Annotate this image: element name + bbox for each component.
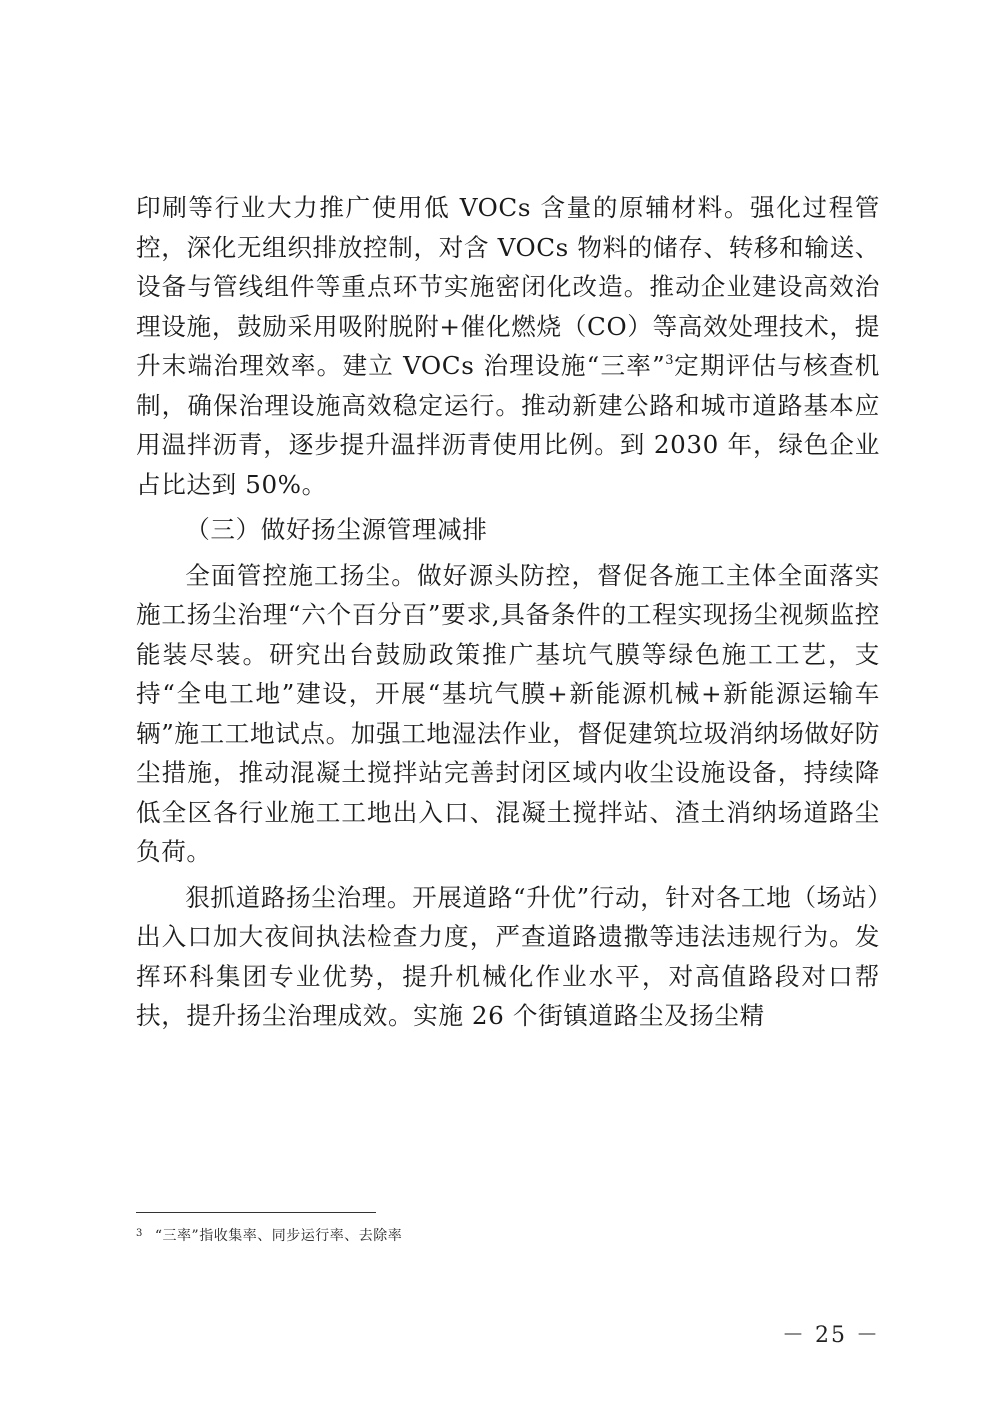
paragraph-vocs-text-tail: 定期评估与核查机制，确保治理设施高效稳定运行。推动新建公路和城市道路基本应用温拌沥青，逐步提升温拌沥青使用比例。到 2030 年，绿色企业占比达到 50%。	[136, 351, 880, 499]
paragraph-road-dust: 狠抓道路扬尘治理。开展道路“升优”行动，针对各工地（场站）出入口加大夜间执法检查力度，严查道路遗撒等违法违规行为。发挥环科集团专业优势，提升机械化作业水平，对高值路段对口帮扶，提升扬尘治理成效。实施 26 个街镇道路尘及扬尘精	[136, 882, 880, 1030]
body-text	[136, 188, 880, 1036]
footnote-text: “三率”指收集率、同步运行率、去除率	[154, 1228, 403, 1244]
footnote-separator	[136, 1212, 376, 1213]
page-number: － 25 －	[782, 1323, 880, 1348]
paragraph-vocs-control	[136, 188, 880, 504]
footnote-reference[interactable]: 3	[665, 353, 674, 368]
paragraph-construction-dust: 全面管控施工扬尘。做好源头防控，督促各施工主体全面落实施工扬尘治理“六个百分百”要求,具备条件的工程实现扬尘视频监控能装尽装。研究出台鼓励政策推广基坑气膜等绿色施工工艺，支持“全电工地”建设，开展“基坑气膜+新能源机械+新能源运输车辆”施工工地试点。加强工地湿法作业，督促建筑垃圾消纳场做好防尘措施，推动混凝土搅拌站完善封闭区域内收尘设施设备，持续降低全区各行业施工工地出入口、混凝土搅拌站、渣土消纳场道路尘负荷。	[136, 560, 880, 866]
footnote-number: 3	[136, 1228, 143, 1239]
section-heading: （三）做好扬尘源管理减排	[185, 515, 488, 544]
footnote	[136, 1224, 736, 1246]
paragraph-vocs-text: 印刷等行业大力推广使用低 VOCs 含量的原辅材料。强化过程管控，深化无组织排放控制，对含 VOCs 物料的储存、转移和输送、设备与管线组件等重点环节实施密闭化改造。推动企业建设高效治理设施，鼓励采用吸附脱附+催化燃烧（CO）等高效处理技术，提升末端治理效率。建立 VOCs 治理设施“三率”	[136, 193, 880, 380]
